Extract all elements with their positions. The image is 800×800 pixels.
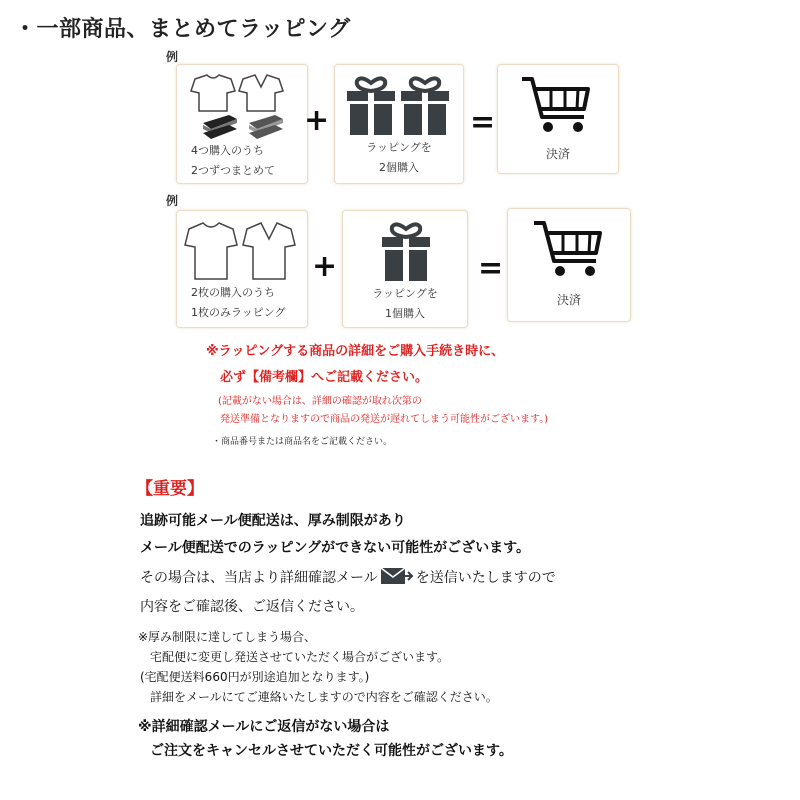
example1-card2-line2: 2個購入: [379, 161, 419, 174]
example2-items-card: [176, 210, 308, 328]
example1-card2-line1: ラッピングを: [366, 141, 432, 154]
important-n2: 宅配便に変更し発送させていただく場合がございます。: [150, 650, 450, 664]
important-heading: 【重要】: [136, 479, 204, 499]
example1-checkout-card: [497, 64, 619, 174]
important-p3-part2: を送信いたしますので: [415, 570, 556, 586]
important-n4: 詳細をメールにてご連絡いたしますので内容をご確認ください。: [150, 690, 498, 704]
mail-send-icon: [380, 566, 414, 586]
notice-line3: (記載がない場合は、詳細の確認が取れ次第の: [218, 396, 422, 407]
notice-line1: ※ラッピングする商品の詳細をご購入手続き時に、: [206, 344, 505, 359]
example2-checkout-label: 決済: [556, 293, 581, 307]
page-title: ・一部商品、まとめてラッピング: [14, 17, 351, 42]
folded-clothes-icon: [203, 115, 283, 139]
example1-checkout-label: 決済: [545, 147, 570, 161]
important-p2: メール便配送でのラッピングができない可能性がございます。: [140, 540, 531, 556]
shopping-cart-icon: [532, 219, 604, 279]
example2-wrapping-card: [342, 210, 468, 328]
example2-card1-line1: 2枚の購入のうち: [191, 286, 275, 299]
tshirt-icon: [181, 221, 301, 283]
example1-wrapping-card: [334, 64, 464, 184]
example2-checkout-card: [507, 208, 631, 322]
shopping-cart-icon: [520, 75, 592, 135]
example1-card1-line1: 4つ購入のうち: [191, 144, 264, 157]
example2-card2-line1: ラッピングを: [372, 287, 438, 300]
important-n1: ※厚み制限に達してしまう場合、: [138, 630, 317, 644]
equals-sign: =: [470, 105, 496, 140]
notice-line5: ・商品番号または商品名をご記載ください。: [212, 437, 393, 447]
equals-sign: =: [478, 251, 504, 286]
important-p4: 内容をご確認後、ご返信ください。: [140, 599, 364, 615]
important-p3: [140, 566, 556, 587]
gift-box-icon: [380, 221, 432, 283]
example1-label: 例: [166, 50, 179, 64]
tshirt-icon: [185, 71, 297, 141]
important-q1: ※詳細確認メールにご返信がない場合は: [138, 719, 390, 735]
example2-card1-line2: 1枚のみラッピング: [191, 306, 286, 319]
example1-items-card: [176, 64, 308, 184]
notice-line2: 必ず【備考欄】へご記載ください。: [220, 370, 429, 385]
notice-line4: 発送準備となりますので商品の発送が遅れてしまう可能性がございます。): [220, 414, 549, 425]
example2-label: 例: [166, 194, 179, 208]
plus-sign: +: [304, 103, 330, 138]
important-q2: ご注文をキャンセルさせていただく可能性がございます。: [150, 743, 513, 759]
important-p1: 追跡可能メール便配送は、厚み制限があり: [140, 513, 406, 529]
important-p3-part1: その場合は、当店より詳細確認メール: [140, 570, 378, 586]
example2-card2-line2: 1個購入: [385, 307, 425, 320]
example1-card1-line2: 2つずつまとめて: [191, 164, 275, 177]
important-n3: (宅配便送料660円が別途追加となります。): [140, 670, 370, 684]
plus-sign: +: [312, 249, 338, 284]
gift-box-icon: [345, 75, 453, 137]
